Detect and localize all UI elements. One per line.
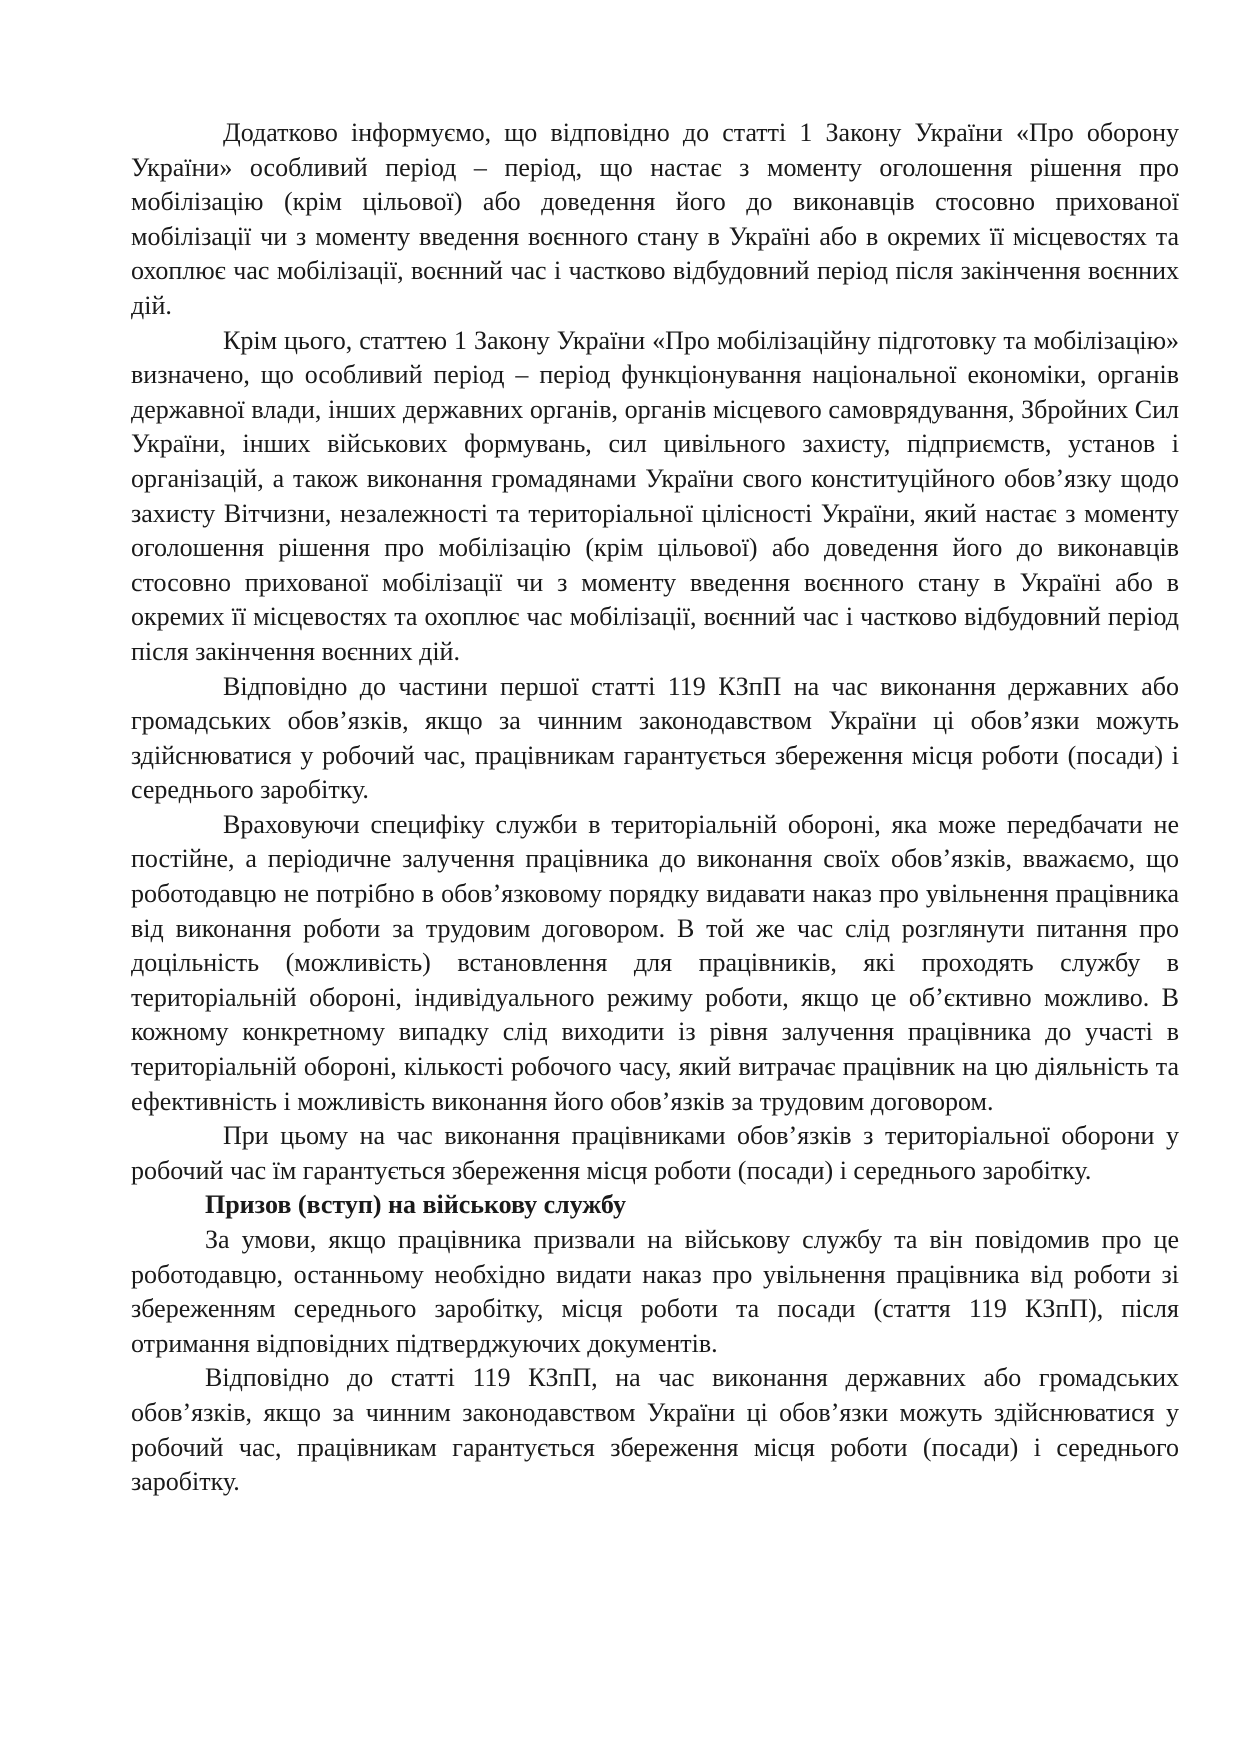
paragraph-conscription-order: За умови, якщо працівника призвали на військову службу та він повідомив про це роботодавцю, останньому необхідно видати наказ про увільнення працівника від роботи зі збереженням середнього заробітку, місця роботи та посади (стаття 119 КЗпП), після отримання відповідних підтверджуючих документів.	[131, 1225, 1179, 1358]
document-body	[131, 116, 1179, 1500]
paragraph-special-period-defence-law: Додатково інформуємо, що відповідно до статті 1 Закону України «Про оборону України» особливий період – період, що настає з моменту оголошення рішення про мобілізацію (крім цільової) або доведення його до виконавців стосовно прихованої мобілізації чи з моменту введення воєнного стану в Україні або в окремих її місцевостях та охоплює час мобілізації, воєнний час і частково відбудовний період після закінчення воєнних дій.	[131, 118, 1179, 320]
paragraph-special-period-mobilization-law: Крім цього, статтею 1 Закону України «Про мобілізаційну підготовку та мобілізацію» визначено, що особливий період – період функціонування національної економіки, органів державної влади, інших державних органів, органів місцевого самоврядування, Збройних Сил України, інших військових формувань, сил цивільного захисту, підприємств, установ і організацій, а також виконання громадянами України свого конституційного обов’язку щодо захисту Вітчизни, незалежності та територіальної цілісності України, який настає з моменту оголошення рішення про мобілізацію (крім цільової) або доведення його до виконавців стосовно прихованої мобілізації чи з моменту введення воєнного стану в Україні або в окремих її місцевостях та охоплює час мобілізації, воєнний час і частково відбудовний період після закінчення воєнних дій.	[131, 325, 1179, 666]
paragraph-article-119-part-one: Відповідно до частини першої статті 119 КЗпП на час виконання державних або громадських обов’язків, якщо за чинним законодавством України ці обов’язки можуть здійснюватися у робочий час, працівникам гарантується збереження місця роботи (посади) і середнього заробітку.	[131, 671, 1179, 805]
section-heading-military-service: Призов (вступ) на військову службу	[205, 1190, 626, 1220]
paragraph-territorial-defence-guarantee: При цьому на час виконання працівниками обов’язків з територіальної оборони у робочий час їм гарантується збереження місця роботи (посади) і середнього заробітку.	[131, 1121, 1179, 1185]
paragraph-article-119-guarantee: Відповідно до статті 119 КЗпП, на час виконання державних або громадських обов’язків, якщо за чинним законодавством України ці обов’язки можуть здійснюватися у робочий час, працівникам гарантується збереження місця роботи (посади) і середнього заробітку.	[131, 1363, 1179, 1497]
paragraph-territorial-defence-service: Враховуючи специфіку служби в територіальній обороні, яка може передбачати не постійне, а періодичне залучення працівника до виконання своїх обов’язків, вважаємо, що роботодавцю не потрібно в обов’язковому порядку видавати наказ про увільнення працівника від виконання роботи за трудовим договором. В той же час слід розглянути питання про доцільність (можливість) встановлення для працівників, які проходять службу в територіальній обороні, індивідуального режиму роботи, якщо це об’єктивно можливо. В кожному конкретному випадку слід виходити із рівня залучення працівника до участі в територіальній обороні, кількості робочого часу, який витрачає працівник на цю діяльність та ефективність і можливість виконання його обов’язків за трудовим договором.	[131, 809, 1179, 1116]
